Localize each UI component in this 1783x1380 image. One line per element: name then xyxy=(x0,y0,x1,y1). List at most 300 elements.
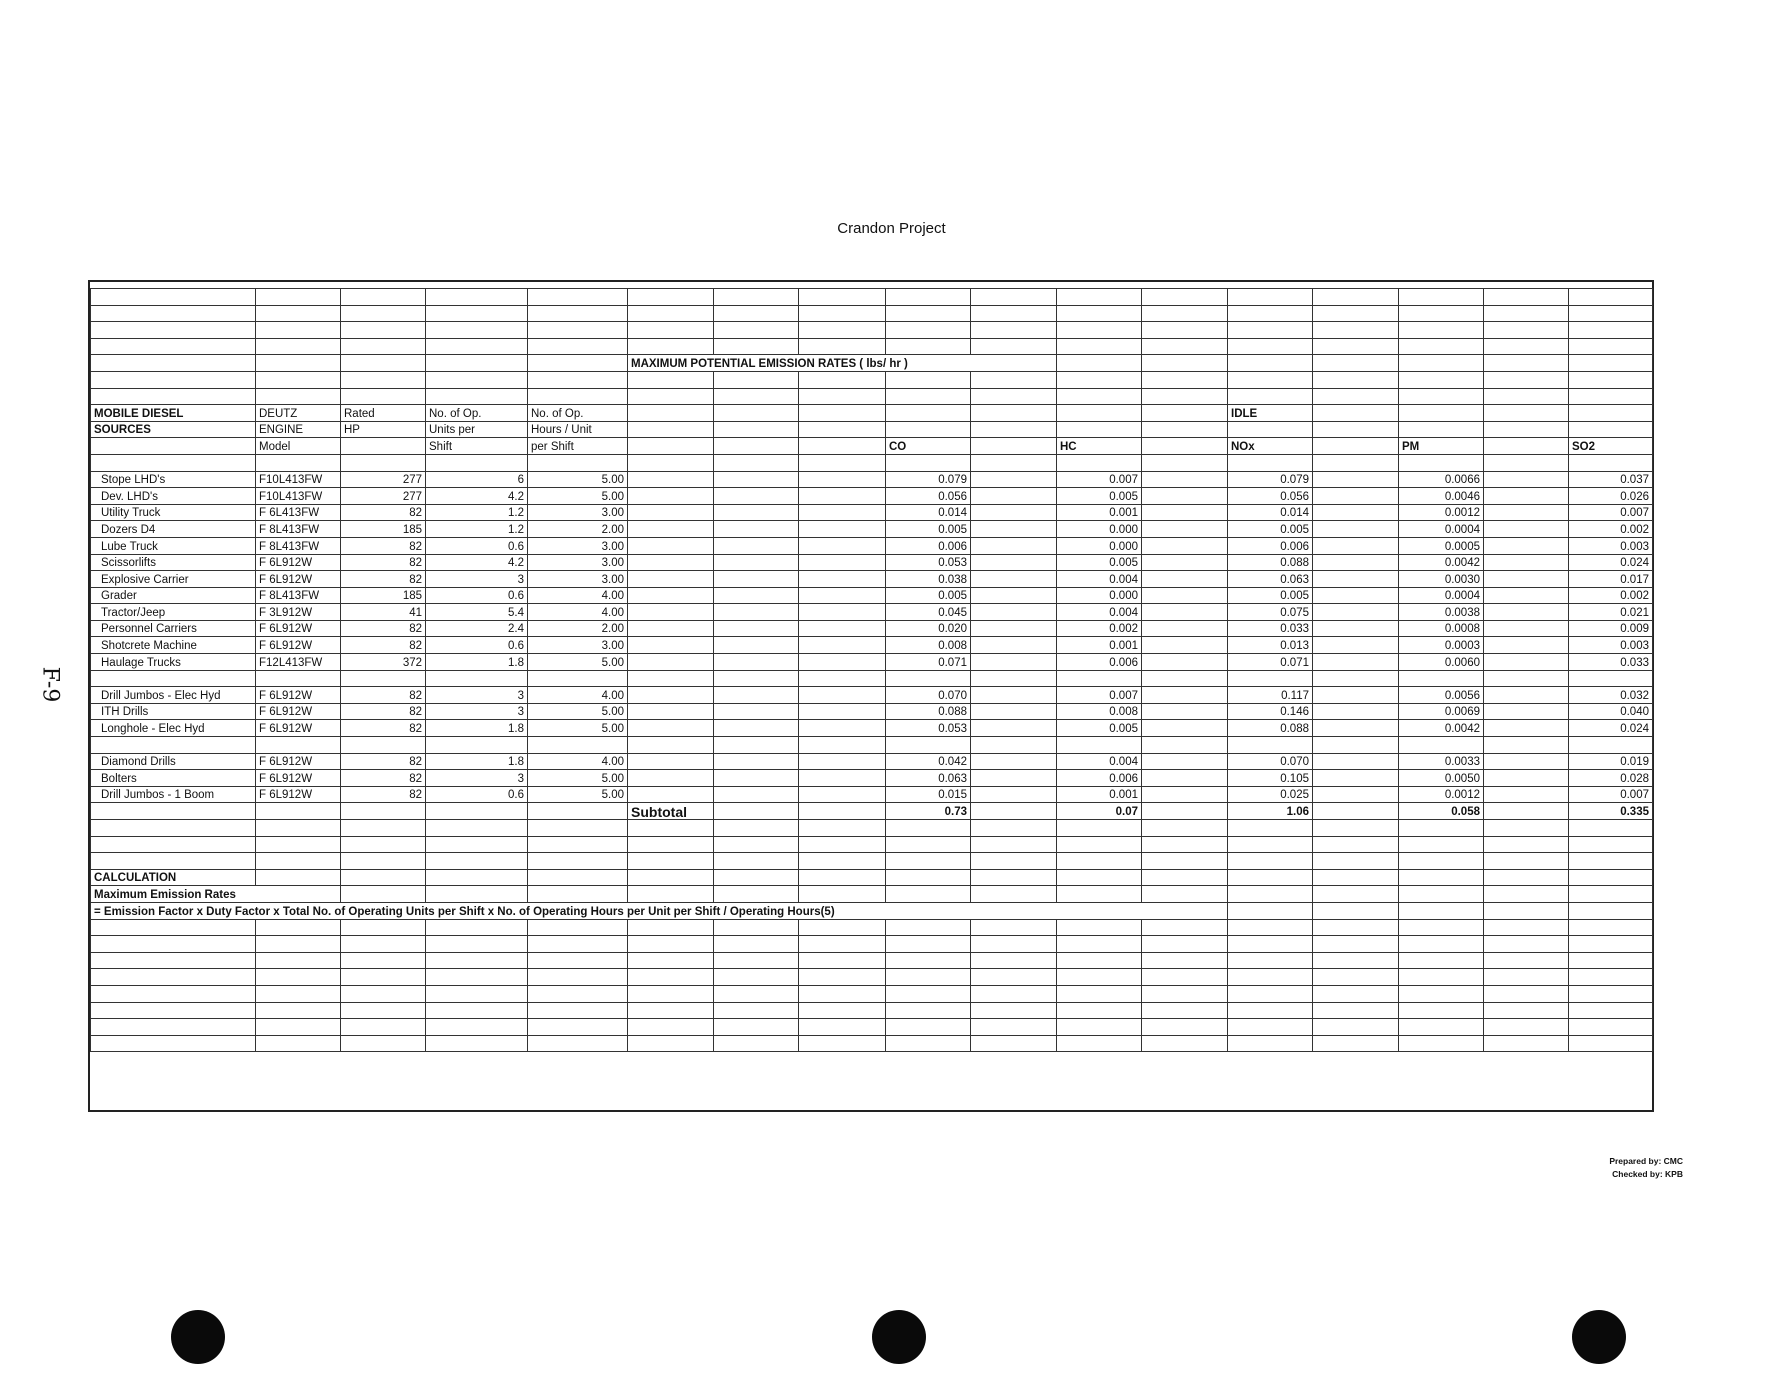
grid-cell xyxy=(1313,936,1399,953)
grid-cell xyxy=(426,853,528,870)
hours-per-unit: 5.00 xyxy=(528,471,628,488)
nox-value: 0.014 xyxy=(1228,504,1313,521)
grid-cell xyxy=(1228,338,1313,355)
grid-cell xyxy=(1228,1035,1313,1052)
grid-cell xyxy=(1228,454,1313,471)
grid-cell xyxy=(886,289,971,306)
co-value: 0.014 xyxy=(886,504,971,521)
column-header: Shift xyxy=(426,438,528,455)
grid-cell xyxy=(256,371,341,388)
grid-cell xyxy=(426,338,528,355)
source-name: Diamond Drills xyxy=(91,753,256,770)
grid-cell xyxy=(1313,770,1399,787)
grid-cell xyxy=(628,753,714,770)
grid-cell xyxy=(971,919,1057,936)
grid-cell xyxy=(799,753,886,770)
pollutant-header: CO xyxy=(886,438,971,455)
grid-cell xyxy=(426,886,528,903)
rated-hp: 82 xyxy=(341,770,426,787)
grid-cell xyxy=(91,289,256,306)
grid-cell xyxy=(1057,936,1142,953)
grid-cell xyxy=(1484,405,1569,422)
column-header: SOURCES xyxy=(91,421,256,438)
grid-cell xyxy=(1228,902,1313,919)
grid-cell xyxy=(426,969,528,986)
grid-cell xyxy=(91,355,256,372)
hc-value: 0.001 xyxy=(1057,786,1142,803)
grid-cell xyxy=(341,936,426,953)
grid-cell xyxy=(628,670,714,687)
so2-value: 0.009 xyxy=(1569,620,1653,637)
engine-model: F 8L413FW xyxy=(256,537,341,554)
grid-cell xyxy=(1313,338,1399,355)
grid-cell xyxy=(1057,289,1142,306)
grid-cell xyxy=(256,836,341,853)
grid-cell xyxy=(256,338,341,355)
grid-cell xyxy=(91,1019,256,1036)
grid-cell xyxy=(91,985,256,1002)
binder-hole xyxy=(872,1310,926,1364)
engine-model: F 6L912W xyxy=(256,637,341,654)
grid-cell xyxy=(714,919,799,936)
grid-cell xyxy=(1228,737,1313,754)
grid-cell xyxy=(1313,836,1399,853)
hc-value: 0.001 xyxy=(1057,637,1142,654)
co-value: 0.045 xyxy=(886,604,971,621)
nox-value: 0.063 xyxy=(1228,571,1313,588)
grid-cell xyxy=(628,637,714,654)
grid-cell xyxy=(1057,886,1142,903)
grid-cell xyxy=(714,936,799,953)
grid-cell xyxy=(1142,703,1228,720)
grid-cell xyxy=(1057,869,1142,886)
grid-cell xyxy=(886,405,971,422)
grid-cell xyxy=(799,488,886,505)
grid-cell xyxy=(1484,936,1569,953)
grid-cell xyxy=(971,786,1057,803)
table-row xyxy=(91,537,1653,554)
binder-hole xyxy=(1572,1310,1626,1364)
source-name: Tractor/Jeep xyxy=(91,604,256,621)
grid-cell xyxy=(1399,919,1484,936)
grid-cell xyxy=(799,1002,886,1019)
grid-cell xyxy=(1228,919,1313,936)
grid-cell xyxy=(1142,969,1228,986)
grid-cell xyxy=(1228,305,1313,322)
grid-cell xyxy=(256,919,341,936)
grid-cell xyxy=(341,919,426,936)
hours-per-unit: 5.00 xyxy=(528,786,628,803)
grid-cell xyxy=(426,355,528,372)
grid-cell xyxy=(256,737,341,754)
source-name: Shotcrete Machine xyxy=(91,637,256,654)
grid-cell xyxy=(91,1002,256,1019)
grid-cell xyxy=(528,1019,628,1036)
units-per-shift: 4.2 xyxy=(426,554,528,571)
grid-cell xyxy=(1057,952,1142,969)
grid-cell xyxy=(1142,869,1228,886)
grid-cell xyxy=(1484,737,1569,754)
grid-cell xyxy=(426,936,528,953)
grid-cell xyxy=(528,305,628,322)
table-row xyxy=(91,770,1653,787)
grid-cell xyxy=(1057,919,1142,936)
grid-cell xyxy=(799,322,886,339)
grid-cell xyxy=(971,554,1057,571)
grid-cell xyxy=(628,786,714,803)
grid-cell xyxy=(1142,405,1228,422)
grid-cell xyxy=(886,388,971,405)
grid-cell xyxy=(714,421,799,438)
grid-cell xyxy=(1057,454,1142,471)
grid-cell xyxy=(528,322,628,339)
grid-cell xyxy=(256,289,341,306)
grid-cell xyxy=(799,886,886,903)
grid-cell xyxy=(628,338,714,355)
rated-hp: 277 xyxy=(341,488,426,505)
table-row xyxy=(91,488,1653,505)
so2-value: 0.037 xyxy=(1569,471,1653,488)
grid-cell xyxy=(1142,521,1228,538)
hours-per-unit: 5.00 xyxy=(528,654,628,671)
blank-row xyxy=(91,1035,1653,1052)
grid-cell xyxy=(971,886,1057,903)
grid-cell xyxy=(1484,753,1569,770)
grid-cell xyxy=(1569,305,1653,322)
grid-cell xyxy=(1484,836,1569,853)
grid-cell xyxy=(886,836,971,853)
grid-cell xyxy=(1484,620,1569,637)
rated-hp: 82 xyxy=(341,504,426,521)
grid-cell xyxy=(1313,504,1399,521)
grid-cell xyxy=(886,969,971,986)
grid-cell xyxy=(256,969,341,986)
co-value: 0.053 xyxy=(886,554,971,571)
table-row xyxy=(91,471,1653,488)
blank-row xyxy=(91,1019,1653,1036)
grid-cell xyxy=(714,687,799,704)
grid-cell xyxy=(714,952,799,969)
grid-cell xyxy=(341,305,426,322)
grid-cell xyxy=(1484,571,1569,588)
grid-cell xyxy=(1228,952,1313,969)
grid-cell xyxy=(341,952,426,969)
table-row xyxy=(91,720,1653,737)
grid-cell xyxy=(1484,488,1569,505)
so2-value: 0.033 xyxy=(1569,654,1653,671)
engine-model: F 8L413FW xyxy=(256,521,341,538)
grid-cell xyxy=(799,919,886,936)
grid-cell xyxy=(1313,687,1399,704)
grid-cell xyxy=(1313,1019,1399,1036)
grid-cell xyxy=(528,454,628,471)
grid-cell xyxy=(1313,488,1399,505)
grid-cell xyxy=(91,836,256,853)
grid-cell xyxy=(341,338,426,355)
blank-row xyxy=(91,371,1653,388)
grid-cell xyxy=(628,421,714,438)
grid-cell xyxy=(341,836,426,853)
grid-cell xyxy=(971,720,1057,737)
units-per-shift: 0.6 xyxy=(426,537,528,554)
grid-cell xyxy=(1142,471,1228,488)
grid-cell xyxy=(714,471,799,488)
grid-cell xyxy=(528,1035,628,1052)
grid-cell xyxy=(714,985,799,1002)
grid-cell xyxy=(91,820,256,837)
blank-row xyxy=(91,338,1653,355)
grid-cell xyxy=(1569,1035,1653,1052)
grid-cell xyxy=(1484,371,1569,388)
grid-cell xyxy=(799,571,886,588)
so2-value: 0.021 xyxy=(1569,604,1653,621)
grid-cell xyxy=(426,371,528,388)
grid-cell xyxy=(1313,786,1399,803)
so2-value: 0.002 xyxy=(1569,587,1653,604)
source-name: Explosive Carrier xyxy=(91,571,256,588)
grid-cell xyxy=(628,969,714,986)
grid-cell xyxy=(341,1035,426,1052)
so2-value: 0.017 xyxy=(1569,571,1653,588)
rated-hp: 82 xyxy=(341,554,426,571)
hours-per-unit: 2.00 xyxy=(528,620,628,637)
grid-cell xyxy=(628,438,714,455)
grid-cell xyxy=(1313,803,1399,820)
grid-cell xyxy=(714,405,799,422)
grid-cell xyxy=(628,571,714,588)
so2-value: 0.002 xyxy=(1569,521,1653,538)
source-name: Utility Truck xyxy=(91,504,256,521)
pollutant-header: NOx xyxy=(1228,438,1313,455)
grid-cell xyxy=(971,438,1057,455)
hours-per-unit: 3.00 xyxy=(528,554,628,571)
rated-hp: 185 xyxy=(341,521,426,538)
engine-model: F 6L912W xyxy=(256,703,341,720)
grid-cell xyxy=(628,985,714,1002)
grid-cell xyxy=(91,1035,256,1052)
grid-cell xyxy=(714,488,799,505)
grid-cell xyxy=(1484,687,1569,704)
column-header: Units per xyxy=(426,421,528,438)
grid-cell xyxy=(256,952,341,969)
grid-cell xyxy=(1484,853,1569,870)
nox-value: 0.075 xyxy=(1228,604,1313,621)
grid-cell xyxy=(1484,670,1569,687)
grid-cell xyxy=(1484,1002,1569,1019)
table-row xyxy=(91,620,1653,637)
grid-cell xyxy=(91,388,256,405)
pm-value: 0.0042 xyxy=(1399,554,1484,571)
grid-cell xyxy=(1142,338,1228,355)
hc-value: 0.004 xyxy=(1057,571,1142,588)
grid-cell xyxy=(341,969,426,986)
grid-cell xyxy=(341,355,426,372)
grid-cell xyxy=(628,1019,714,1036)
grid-cell xyxy=(1228,969,1313,986)
grid-cell xyxy=(91,919,256,936)
grid-cell xyxy=(971,637,1057,654)
grid-cell xyxy=(799,687,886,704)
source-name: ITH Drills xyxy=(91,703,256,720)
grid-cell xyxy=(1399,836,1484,853)
co-value: 0.005 xyxy=(886,521,971,538)
grid-cell xyxy=(1484,554,1569,571)
grid-cell xyxy=(628,371,714,388)
hc-value: 0.000 xyxy=(1057,537,1142,554)
grid-cell xyxy=(1399,737,1484,754)
grid-cell xyxy=(1228,936,1313,953)
subtotal-co: 0.73 xyxy=(886,803,971,820)
grid-cell xyxy=(971,338,1057,355)
grid-cell xyxy=(1228,289,1313,306)
grid-cell xyxy=(628,322,714,339)
pm-value: 0.0050 xyxy=(1399,770,1484,787)
engine-model: F 6L413FW xyxy=(256,504,341,521)
grid-cell xyxy=(1569,338,1653,355)
grid-cell xyxy=(1142,454,1228,471)
grid-cell xyxy=(1569,836,1653,853)
grid-cell xyxy=(971,488,1057,505)
pm-value: 0.0038 xyxy=(1399,604,1484,621)
hc-value: 0.001 xyxy=(1057,504,1142,521)
grid-cell xyxy=(1399,1019,1484,1036)
grid-cell xyxy=(1057,405,1142,422)
grid-cell xyxy=(1399,322,1484,339)
grid-cell xyxy=(1313,355,1399,372)
grid-cell xyxy=(799,388,886,405)
grid-cell xyxy=(799,836,886,853)
grid-cell xyxy=(886,886,971,903)
grid-cell xyxy=(714,438,799,455)
grid-cell xyxy=(1228,869,1313,886)
rated-hp: 82 xyxy=(341,753,426,770)
engine-model: F 6L912W xyxy=(256,571,341,588)
grid-cell xyxy=(426,737,528,754)
page-number-label: F-9 xyxy=(37,666,63,703)
table-row xyxy=(91,687,1653,704)
grid-cell xyxy=(971,587,1057,604)
nox-value: 0.033 xyxy=(1228,620,1313,637)
grid-cell xyxy=(91,371,256,388)
grid-cell xyxy=(799,305,886,322)
blank-row xyxy=(91,836,1653,853)
grid-cell xyxy=(971,820,1057,837)
subtotal-so2: 0.335 xyxy=(1569,803,1653,820)
grid-cell xyxy=(971,1035,1057,1052)
grid-cell xyxy=(341,454,426,471)
blank-row xyxy=(91,289,1653,306)
calculation-row xyxy=(91,869,1653,886)
table-row xyxy=(91,554,1653,571)
grid-cell xyxy=(341,371,426,388)
co-value: 0.042 xyxy=(886,753,971,770)
emission-spreadsheet xyxy=(88,280,1654,1112)
engine-model: F12L413FW xyxy=(256,654,341,671)
grid-cell xyxy=(1313,554,1399,571)
engine-model: F 6L912W xyxy=(256,786,341,803)
table-row xyxy=(91,753,1653,770)
grid-cell xyxy=(886,936,971,953)
grid-cell xyxy=(799,853,886,870)
grid-cell xyxy=(1142,620,1228,637)
grid-cell xyxy=(799,820,886,837)
subtotal-nox: 1.06 xyxy=(1228,803,1313,820)
grid-cell xyxy=(1228,421,1313,438)
units-per-shift: 3 xyxy=(426,687,528,704)
grid-cell xyxy=(1313,869,1399,886)
hours-per-unit: 3.00 xyxy=(528,537,628,554)
co-value: 0.038 xyxy=(886,571,971,588)
page-title: Crandon Project xyxy=(837,220,946,237)
nox-value: 0.006 xyxy=(1228,537,1313,554)
grid-cell xyxy=(1142,919,1228,936)
grid-cell xyxy=(91,322,256,339)
grid-cell xyxy=(1569,454,1653,471)
calculation-heading: CALCULATION xyxy=(91,869,256,886)
grid-cell xyxy=(1142,571,1228,588)
grid-cell xyxy=(1484,471,1569,488)
grid-cell xyxy=(256,355,341,372)
grid-cell xyxy=(799,338,886,355)
grid-cell xyxy=(714,836,799,853)
grid-cell xyxy=(426,454,528,471)
grid-cell xyxy=(1057,820,1142,837)
grid-cell xyxy=(426,919,528,936)
grid-cell xyxy=(1313,587,1399,604)
grid-cell xyxy=(1569,355,1653,372)
grid-cell xyxy=(1313,853,1399,870)
engine-model: F10L413FW xyxy=(256,488,341,505)
grid-cell xyxy=(714,554,799,571)
grid-cell xyxy=(1142,753,1228,770)
grid-cell xyxy=(1228,670,1313,687)
grid-cell xyxy=(1313,919,1399,936)
grid-cell xyxy=(1484,388,1569,405)
co-value: 0.070 xyxy=(886,687,971,704)
so2-value: 0.024 xyxy=(1569,554,1653,571)
grid-cell xyxy=(1484,322,1569,339)
grid-cell xyxy=(628,936,714,953)
grid-cell xyxy=(528,1002,628,1019)
hc-value: 0.000 xyxy=(1057,587,1142,604)
calculation-formula: = Emission Factor x Duty Factor x Total No. of Operating Units per Shift x No. of Operating Hours per Unit per Shift / Operating Hours(5) xyxy=(91,902,1228,919)
pm-value: 0.0004 xyxy=(1399,587,1484,604)
source-name: Stope LHD's xyxy=(91,471,256,488)
grid-cell xyxy=(714,670,799,687)
grid-cell xyxy=(426,820,528,837)
grid-cell xyxy=(1484,338,1569,355)
grid-cell xyxy=(628,952,714,969)
grid-cell xyxy=(1313,637,1399,654)
grid-cell xyxy=(1399,969,1484,986)
grid-cell xyxy=(971,753,1057,770)
hours-per-unit: 4.00 xyxy=(528,687,628,704)
grid-cell xyxy=(1484,886,1569,903)
grid-cell xyxy=(714,886,799,903)
grid-cell xyxy=(799,405,886,422)
grid-cell xyxy=(714,803,799,820)
grid-cell xyxy=(971,322,1057,339)
grid-cell xyxy=(1569,886,1653,903)
grid-cell xyxy=(1569,969,1653,986)
units-per-shift: 3 xyxy=(426,770,528,787)
grid-cell xyxy=(971,620,1057,637)
grid-cell xyxy=(971,803,1057,820)
hc-value: 0.006 xyxy=(1057,654,1142,671)
units-per-shift: 0.6 xyxy=(426,587,528,604)
grid-cell xyxy=(1313,322,1399,339)
grid-cell xyxy=(1228,853,1313,870)
